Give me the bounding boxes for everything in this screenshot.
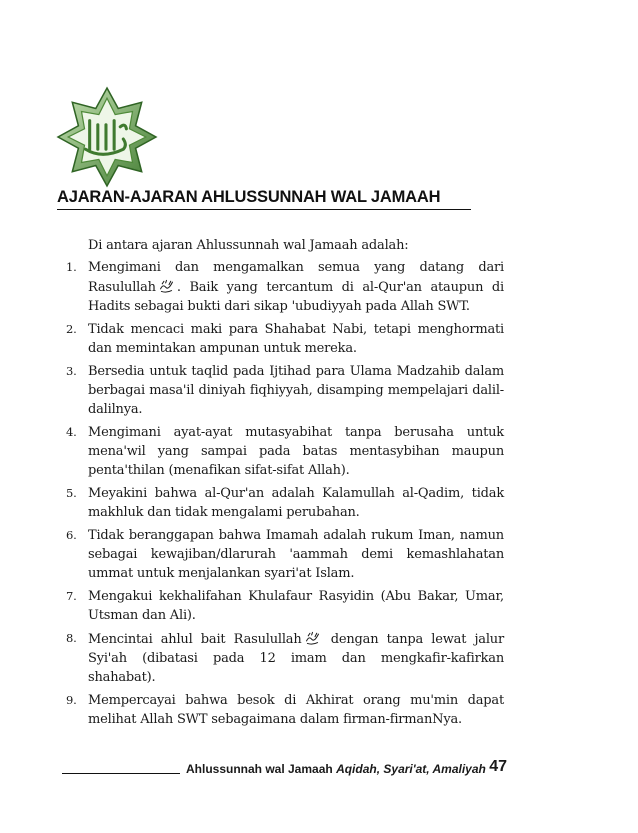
- list-item: [60, 423, 504, 480]
- list-item-number: 7.: [66, 589, 77, 603]
- list-item: [60, 629, 504, 687]
- list-item-number: 8.: [66, 631, 77, 645]
- ajaran-list: [60, 258, 504, 733]
- footer-book-title: Ahlussunnah wal Jamaah: [186, 762, 333, 776]
- list-item-text: Bersedia untuk taqlid pada Ijtihad para Ulama Madzahib dalam berbagai masa'il diniyah fiqhiyyah, disamping mempelajari dalil-dalilnya.: [88, 364, 504, 417]
- list-item: [60, 691, 504, 729]
- list-item-text: Tidak beranggapan bahwa Imamah adalah rukum Iman, namun sebagai kewajiban/dlarurah 'aammah demi kemashlahatan ummat untuk menjalankan syari'at Islam.: [88, 528, 504, 581]
- list-item: [60, 258, 504, 316]
- list-item: [60, 526, 504, 583]
- section-heading: AJARAN-AJARAN AHLUSSUNNAH WAL JAMAAH: [57, 188, 471, 210]
- list-item-text: Meyakini bahwa al-Qur'an adalah Kalamullah al-Qadim, tidak makhluk dan tidak mengalami perubahan.: [88, 486, 504, 520]
- list-item: [60, 362, 504, 419]
- footer-title: [186, 762, 486, 776]
- list-item-number: 2.: [66, 322, 77, 336]
- saw-honorific-icon: [304, 629, 321, 646]
- allah-calligraphy-star-icon: [56, 86, 158, 188]
- list-item-number: 9.: [66, 693, 77, 707]
- list-item-number: 4.: [66, 425, 77, 439]
- list-item-text: Mencintai ahlul bait Rasulullah: [88, 632, 302, 647]
- list-item-text-continued: . Baik yang tercantum di al-Qur'an ataupun di Hadits sebagai bukti dari sikap 'ubudiyyah pada Allah SWT.: [88, 280, 504, 314]
- list-item: [60, 484, 504, 522]
- page-number: 47: [489, 758, 507, 775]
- list-item-text: Mengimani dan mengamalkan semua yang datang dari Rasulullah: [88, 260, 504, 295]
- page-footer: [62, 760, 506, 780]
- list-item-text-continued: dengan tanpa lewat jalur Syi'ah (dibatasi pada 12 imam dan mengkafir-kafirkan shahabat).: [88, 632, 504, 685]
- list-item: [60, 320, 504, 358]
- footer-book-subtitle: Aqidah, Syari'at, Amaliyah: [336, 762, 486, 776]
- list-item-number: 6.: [66, 528, 77, 542]
- list-item-text: Mempercayai bahwa besok di Akhirat orang mu'min dapat melihat Allah SWT sebagaimana dalam firman-firmanNya.: [88, 693, 504, 727]
- list-item-number: 3.: [66, 364, 77, 378]
- intro-text: Di antara ajaran Ahlussunnah wal Jamaah adalah:: [88, 238, 409, 253]
- footer-rule: [62, 773, 180, 774]
- list-item: [60, 587, 504, 625]
- list-item-number: 5.: [66, 486, 77, 500]
- list-item-number: 1.: [66, 260, 77, 274]
- saw-honorific-icon: [158, 277, 175, 294]
- list-item-text: Tidak mencaci maki para Shahabat Nabi, tetapi menghormati dan memintakan ampunan untuk mereka.: [88, 322, 504, 356]
- list-item-text: Mengimani ayat-ayat mutasyabihat tanpa berusaha untuk mena'wil yang sampai pada batas mentasybihan maupun penta'thilan (menafikan sifat-sifat Allah).: [88, 425, 504, 478]
- list-item-text: Mengakui kekhalifahan Khulafaur Rasyidin (Abu Bakar, Umar, Utsman dan Ali).: [88, 589, 504, 623]
